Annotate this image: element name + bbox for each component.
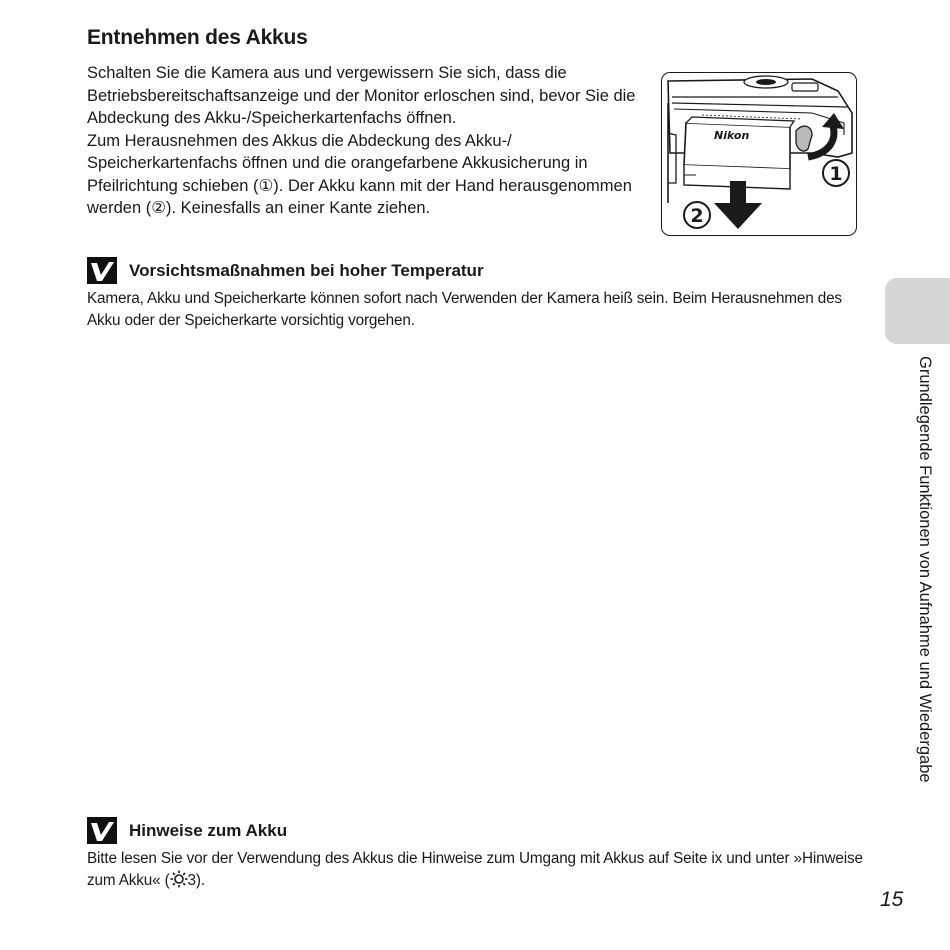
sun-reference-icon: [170, 870, 188, 895]
nikon-logo-text: Nikon: [714, 129, 750, 142]
note-battery-hints: [87, 817, 877, 895]
intro-paragraph-2: Zum Herausnehmen des Akkus die Abdeckung des Akku-/ Speicherkartenfachs öffnen und die orangefarbene Akkusicherung in Pfeilrichtung schieben (①). Der Akku kann mit der Hand herausgenommen werden (②). Keinesfalls an einer Kante ziehen.: [87, 131, 632, 217]
intro-text: [87, 62, 647, 220]
caution-check-icon: [87, 817, 117, 844]
chapter-label: Grundlegende Funktionen von Aufnahme und Wiedergabe: [916, 356, 934, 783]
section-title: Entnehmen des Akkus: [87, 26, 308, 49]
note-body: Kamera, Akku und Speicherkarte können sofort nach Verwenden der Kamera heiß sein. Beim Herausnehmen des Akku oder der Speicherkarte vorsichtig vorgehen.: [87, 290, 842, 329]
note-body: [87, 848, 877, 895]
caution-check-icon: [87, 257, 117, 284]
note-body-page-ref: 3).: [187, 872, 205, 889]
note-body-text: Bitte lesen Sie vor der Verwendung des Akkus die Hinweise zum Umgang mit Akkus auf Seite ix und unter »Hinweise zum Akku« (: [87, 850, 863, 889]
chapter-tab: [885, 278, 950, 344]
page-number: 15: [880, 888, 904, 911]
note-high-temperature: [87, 257, 877, 332]
camera-battery-illustration: [661, 72, 857, 236]
step-1-label: 1: [829, 163, 843, 185]
note-title: Hinweise zum Akku: [129, 820, 288, 840]
note-title: Vorsichtsmaßnahmen bei hoher Temperatur: [129, 260, 484, 280]
intro-paragraph-1: Schalten Sie die Kamera aus und vergewissern Sie sich, dass die Betriebsbereitschaftsanzeige und der Monitor erloschen sind, bevor Sie die Abdeckung des Akku-/Speicherkartenfachs öffnen.: [87, 64, 636, 127]
step-2-label: 2: [690, 205, 704, 227]
